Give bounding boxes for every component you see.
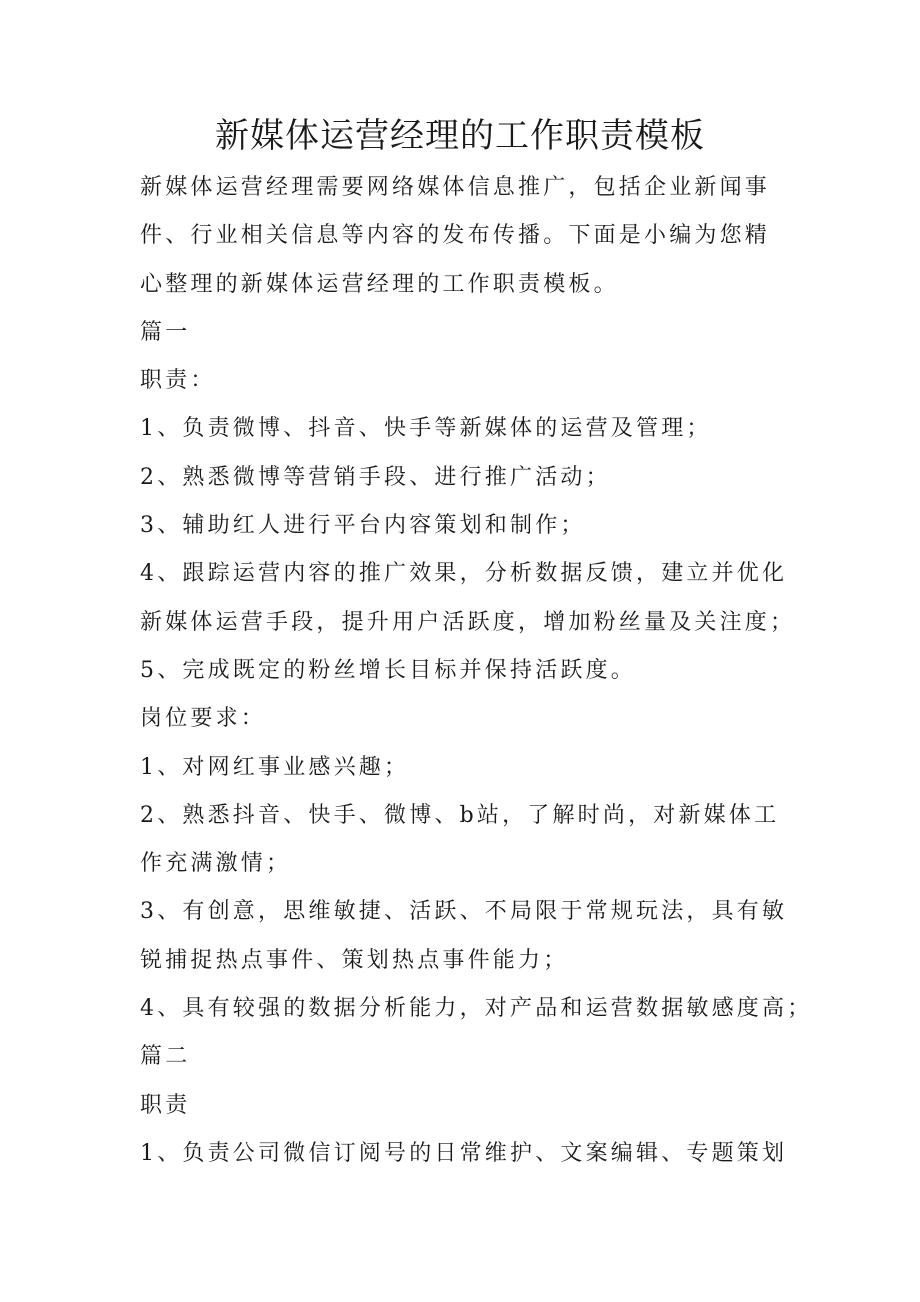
list-item: 5、完成既定的粉丝增长目标并保持活跃度。	[140, 657, 636, 683]
section-heading: 篇一	[140, 319, 191, 345]
list-item-continuation: 新媒体运营手段，提升用户活跃度，增加粉丝量及关注度；	[140, 609, 796, 635]
subsection-heading: 职责：	[140, 368, 216, 394]
list-item: 3、有创意，思维敏捷、活跃、不局限于常规玩法，具有敏	[140, 899, 788, 925]
list-item: 3、辅助红人进行平台内容策划和制作；	[140, 513, 586, 539]
section-heading: 篇二	[140, 1044, 191, 1070]
text-line: 件、行业相关信息等内容的发布传播。下面是小编为您精	[140, 223, 771, 249]
list-item: 2、熟悉微博等营销手段、进行推广活动；	[140, 464, 611, 490]
document-title: 新媒体运营经理的工作职责模板	[215, 116, 705, 156]
text-line: 心整理的新媒体运营经理的工作职责模板。	[140, 271, 619, 297]
list-item: 1、对网红事业感兴趣；	[140, 754, 410, 780]
subsection-heading: 岗位要求：	[140, 706, 267, 732]
text-line: 新媒体运营经理需要网络媒体信息推广，包括企业新闻事	[140, 175, 771, 200]
list-item: 1、负责公司微信订阅号的日常维护、文案编辑、专题策划	[140, 1140, 788, 1166]
subsection-heading: 职责	[140, 1092, 191, 1118]
list-item-continuation: 锐捕捉热点事件、策划热点事件能力；	[140, 947, 569, 973]
document-body	[140, 164, 813, 1178]
list-item-continuation: 作充满激情；	[140, 851, 292, 877]
list-item: 2、熟悉抖音、快手、微博、b站，了解时尚，对新媒体工	[140, 802, 780, 828]
list-item: 4、跟踪运营内容的推广效果，分析数据反馈，建立并优化	[140, 561, 788, 587]
list-item: 1、负责微博、抖音、快手等新媒体的运营及管理；	[140, 416, 712, 442]
list-item: 4、具有较强的数据分析能力，对产品和运营数据敏感度高；	[140, 996, 813, 1022]
